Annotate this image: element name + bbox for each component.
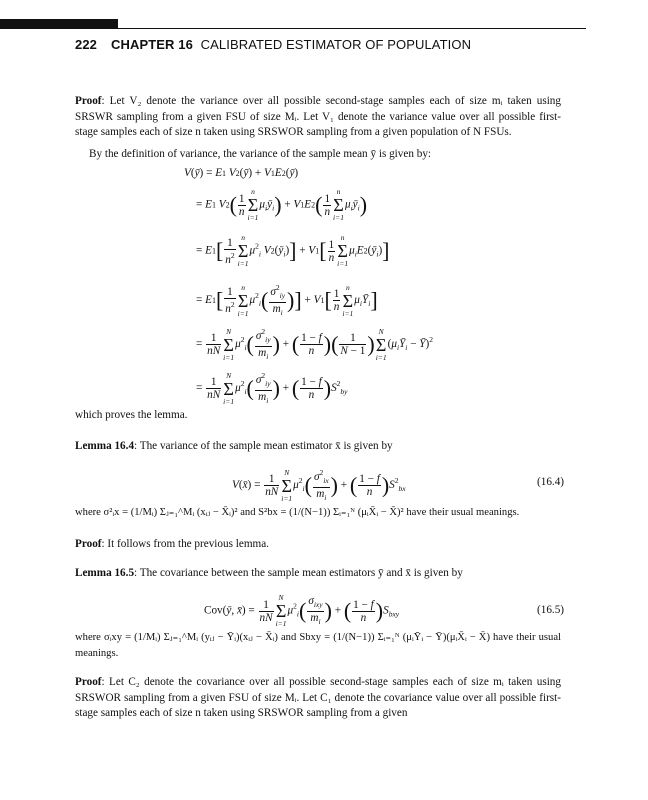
chapter-title: CALIBRATED ESTIMATOR OF POPULATION [200,37,472,52]
lemma-16-4-label: Lemma 16.4 [75,440,135,452]
proof-paragraph-2 [75,537,561,553]
proof-text: : Let C₂ denote the covariance over all possible second-stage samples each of size mᵢ taken using SRSWOR sampling from a given FSU of size Mᵢ. Let C₁ denote the covariance value over all possible first-stage samples each of size n taken using SRSWOR sampling from a given [75,676,561,719]
equation-16-4: V(x̄) = $\frac{1}{nN}$ N Σ i=1 $\mu^2_i$( $\frac{\sigma^2_{ix}}{m_i}$ ) + ( $\frac{1 - f}{n}$ )$S^2_{bx}$ [232,467,406,503]
lemma-16-4-statement [75,439,561,455]
derivation-line-4: = E1[ $\frac{1}{n^2}$ n Σ i=1 $\mu^2_i$( $\frac{\sigma^2_{iy}}{m_i}$ )] + V1[ $\frac{1}{n}$ n Σ i=1 $\mu_iȲ_i$] [196,282,378,318]
definition-sentence: By the definition of variance, the variance of the sample mean ȳ is given by: [89,148,432,160]
proof-label: Proof [75,95,102,107]
running-head [75,37,471,52]
derivation-line-6: = $\frac{1}{nN}$ N Σ i=1 $\mu^2_i$( $\frac{\sigma^2_{iy}}{m_i}$ ) + ( $\frac{1 - f}{n}$ )$S^2_{by}$ [196,370,348,406]
derivation-line-5: = $\frac{1}{nN}$ N Σ i=1 $\mu^2_i$( $\frac{\sigma^2_{iy}}{m_i}$ ) + ( $\frac{1 - f}{n}$ )( $\frac{1}{N - 1}$ ) N Σ i=1 ($\mu_iȲ_i$ − Ȳ)$^2$ [196,326,434,362]
proof-label: Proof [75,538,102,550]
proof-paragraph-1 [75,94,561,141]
proves-lemma-text: which proves the lemma. [75,409,188,421]
page-number: 222 [75,37,97,52]
lemma-16-4-where: where σ²ᵢx = (1/Mᵢ) Σⱼ₌₁^Mᵢ (xᵢⱼ − X̄ᵢ)² and S²bx = (1/(N−1)) Σᵢ₌₁ᴺ (μᵢX̄ᵢ − X̄)² have their usual meanings. [75,507,520,518]
proof-label: Proof [75,676,102,688]
proof-text: : Let V₂ denote the variance over all possible second-stage samples each of size mᵢ taken using SRSWR sampling from a given FSU of size Mᵢ. Let V₁ denote the variance value over all possible first-stage samples each of size n taken using SRSWOR sampling from a given population of N FSUs. [75,95,561,138]
lemma-16-5-where: where σᵢxy = (1/Mᵢ) Σⱼ₌₁^Mᵢ (yᵢⱼ − Ȳᵢ)(xᵢⱼ − X̄ᵢ) and Sbxy = (1/(N−1)) Σᵢ₌₁ᴺ (μᵢȲᵢ − Ȳ)(μᵢX̄ᵢ − X̄) have their usual meanings. [75,632,561,659]
chapter-label: CHAPTER 16 [111,37,193,52]
lemma-16-5-text: : The covariance between the sample mean estimators ȳ and x̄ is given by [134,567,463,579]
derivation-line-2: = E1 V2( $\frac{1}{n}$ n Σ i=1 $\mu_iȳ_i) + V1E2$( $\frac{1}{n}$ n Σ i=1 $\mu_iȳ_i$) [196,187,368,222]
lemma-16-5-statement [75,566,561,582]
equation-number-16-4: (16.4) [537,476,565,488]
derivation-line-3: = E1[ $\frac{1}{n^2}$ n Σ i=1 $\mu^2_i$ $V2(ȳ_i)] + V1$[ $\frac{1}{n}$ n Σ i=1 $\mu_iE2(ȳ_i)$] [196,233,390,268]
lemma-16-5-label: Lemma 16.5 [75,567,135,579]
lemma-16-4-text: : The variance of the sample mean estimator x̄ is given by [134,440,393,452]
derivation-line-1: V(ȳ) = E1 V2(ȳ) + V1E2(ȳ) [184,167,299,179]
header-bar [0,19,118,29]
proof-text: : It follows from the previous lemma. [101,538,269,550]
equation-number-16-5: (16.5) [537,604,565,616]
proof-paragraph-3 [75,675,561,722]
equation-16-5: Cov(ȳ, x̄) = $\frac{1}{nN}$ N Σ i=1 $\mu^2_i$( $\frac{\sigma_{ixy}}{m_i}$ ) + ( $\frac{1 - f}{n}$ )$S_{bxy}$ [204,593,400,628]
header-rule [118,28,586,29]
